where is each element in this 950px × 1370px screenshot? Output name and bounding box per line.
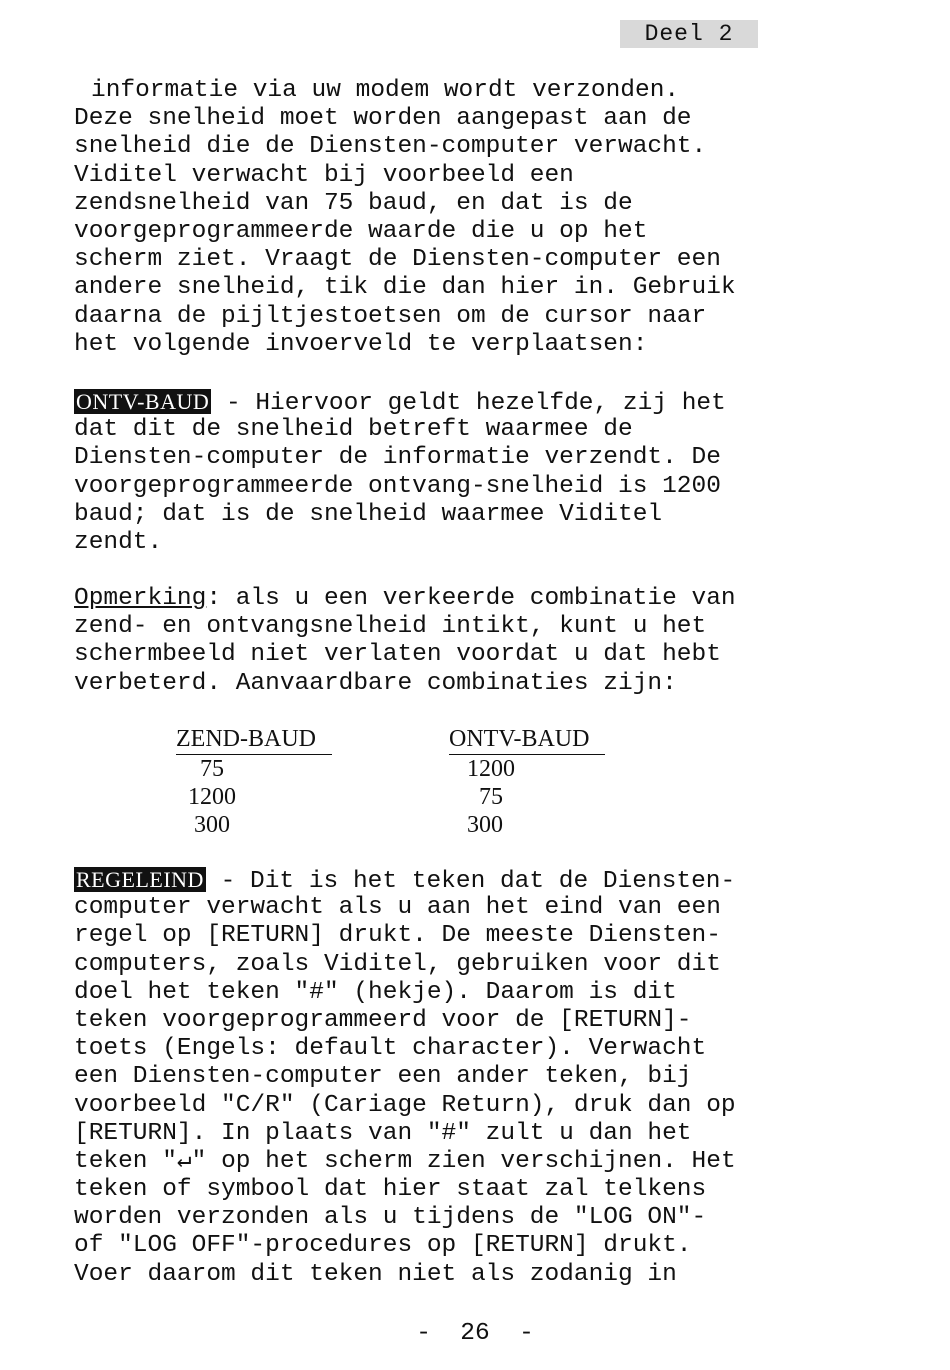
remark-label: Opmerking (74, 585, 207, 612)
text-line: toets (Engels: default character). Verwacht (74, 1035, 707, 1063)
paragraph-remark (74, 585, 874, 698)
table-cell: 1200 (176, 784, 236, 810)
text-line: voorgeprogrammeerde ontvang-snelheid is 1200 (74, 472, 721, 500)
text-line: Deze snelheid moet worden aangepast aan de (74, 105, 692, 133)
table-header: ONTV-BAUD (449, 724, 605, 755)
text-line: [RETURN]. In plaats van "#" zult u dan het (74, 1119, 692, 1147)
text-line: daarna de pijltjestoetsen om de cursor naar (74, 302, 707, 330)
text-line: teken voorgeprogrammeerd voor de [RETURN]- (74, 1006, 692, 1034)
text-line: snelheid die de Diensten-computer verwacht. (74, 133, 707, 161)
text-line: een Diensten-computer een ander teken, bij (74, 1063, 692, 1091)
text-line: teken of symbool dat hier staat zal telkens (74, 1176, 707, 1204)
text-line: voorbeeld "C/R" (Cariage Return), druk dan op (74, 1091, 736, 1119)
paragraph-ontv-baud (74, 388, 874, 557)
text-line: zendsnelheid van 75 baud, en dat is de (74, 189, 633, 217)
page-number: - 26 - (416, 1320, 534, 1347)
text-fragment: - Dit is het teken dat de Diensten- (205, 868, 736, 895)
text-line: baud; dat is de snelheid waarmee Viditel (74, 500, 663, 528)
text-line: Viditel verwacht bij voorbeeld een (74, 161, 574, 189)
text-line: voorgeprogrammeerde waarde die u op het (74, 217, 648, 245)
table-cell: 75 (176, 756, 224, 782)
text-line: computer verwacht als u aan het eind van een (74, 894, 721, 922)
text-line: Diensten-computer de informatie verzendt. De (74, 444, 721, 472)
zend-baud-column (176, 724, 332, 839)
text-line: informatie via uw modem wordt verzonden. (91, 77, 680, 104)
text-line (74, 388, 874, 416)
text-line: scherm ziet. Vraagt de Diensten-computer een (74, 246, 721, 274)
text-line: verbeterd. Aanvaardbare combinaties zijn: (74, 669, 677, 697)
text-line: het volgende invoerveld te verplaatsen: (74, 330, 648, 358)
text-line: dat dit de snelheid betreft waarmee de (74, 416, 633, 444)
ontv-baud-column (449, 724, 605, 839)
table-cell: 1200 (449, 756, 515, 782)
text-fragment: : als u een verkeerde combinatie van (206, 585, 736, 612)
text-line: zendt. (74, 528, 163, 556)
text-line (74, 866, 874, 894)
table-header: ZEND-BAUD (176, 724, 332, 755)
regeleind-badge: REGELEIND (76, 867, 204, 892)
text-line: doel het teken "#" (hekje). Daarom is dit (74, 978, 677, 1006)
text-line: worden verzonden als u tijdens de "LOG ON"- (74, 1204, 707, 1232)
table-cell: 75 (449, 784, 503, 810)
text-line: teken "↵" op het scherm zien verschijnen. Het (74, 1147, 736, 1175)
table-cell: 300 (176, 812, 230, 838)
text-line: of "LOG OFF"-procedures op [RETURN] drukt. (74, 1232, 692, 1260)
text-line (74, 585, 874, 613)
paragraph-regeleind (74, 866, 874, 1289)
ontv-baud-badge: ONTV-BAUD (76, 389, 210, 414)
text-line: computers, zoals Viditel, gebruiken voor dit (74, 950, 721, 978)
text-line: andere snelheid, tik die dan hier in. Gebruik (74, 274, 736, 302)
text-line: Voer daarom dit teken niet als zodanig in (74, 1260, 677, 1288)
text-line: zend- en ontvangsnelheid intikt, kunt u het (74, 613, 707, 641)
paragraph-zend-baud (74, 77, 874, 359)
text-fragment: - Hiervoor geldt hezelfde, zij het (211, 390, 726, 417)
section-header: Deel 2 (620, 20, 758, 48)
text-line: regel op [RETURN] drukt. De meeste Diensten- (74, 922, 721, 950)
table-cell: 300 (449, 812, 503, 838)
text-line: schermbeeld niet verlaten voordat u dat hebt (74, 641, 721, 669)
